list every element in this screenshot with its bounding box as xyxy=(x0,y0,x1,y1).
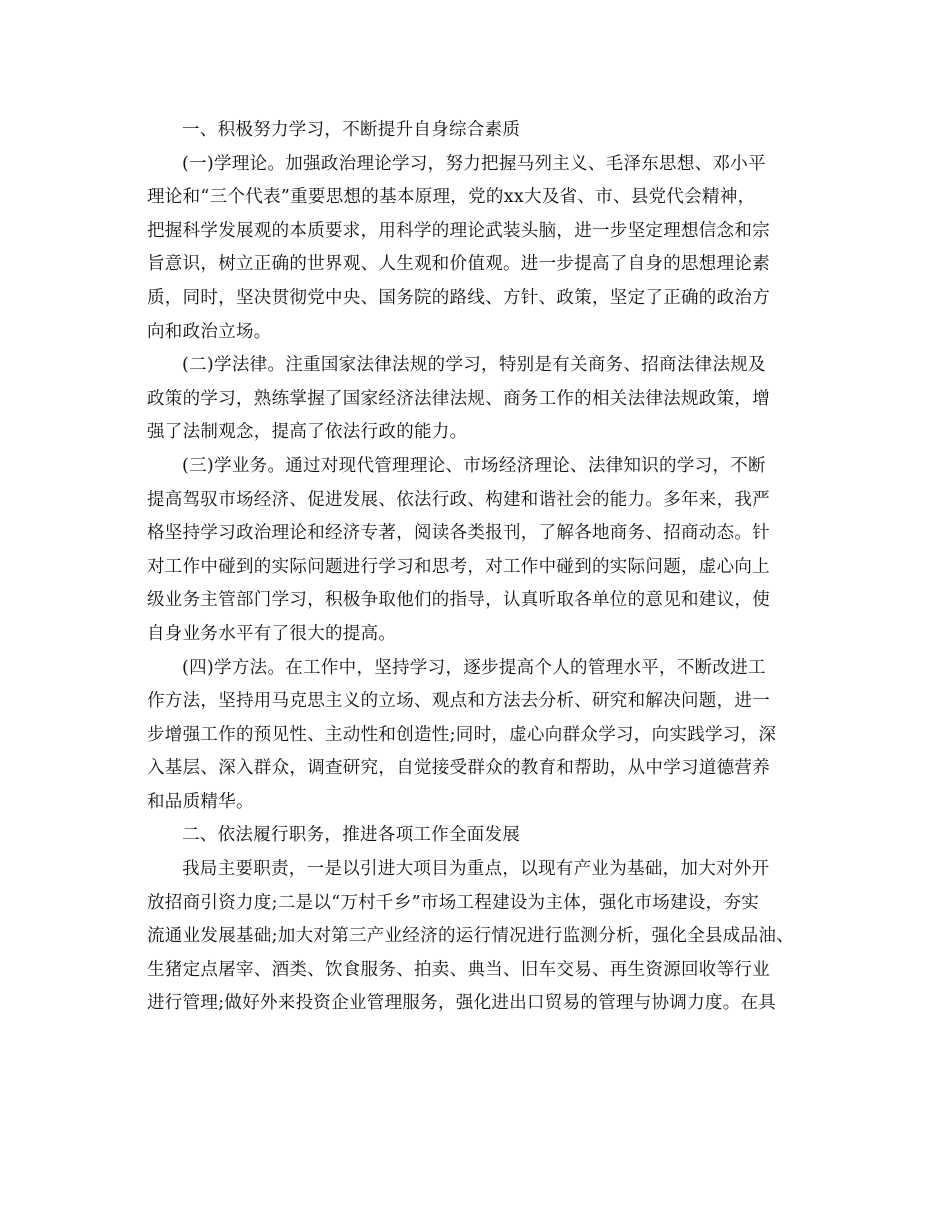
text-line: 我局主要职责，一是以引进大项目为重点，以现有产业为基础，加大对外开 xyxy=(182,859,770,880)
text-line: 向和政治立场。 xyxy=(147,321,272,342)
text-line: (三)学业务。通过对现代管理理论、市场经济理论、法律知识的学习，不断 xyxy=(182,455,766,476)
text-line: 把握科学发展观的本质要求，用科学的理论武装头脑，进一步坚定理想信念和宗 xyxy=(147,220,770,241)
text-line: 入基层、深入群众，调查研究，自觉接受群众的教育和帮助，从中学习道德营养 xyxy=(147,758,770,779)
text-line: 质，同时，坚决贯彻党中央、国务院的路线、方针、政策，坚定了正确的政治方 xyxy=(147,287,770,308)
text-line: 流通业发展基础;加大对第三产业经济的运行情况进行监测分析，强化全县成品油、 xyxy=(147,926,794,947)
text-line: 级业务主管部门学习，积极争取他们的指导，认真听取各单位的意见和建议，使 xyxy=(147,590,770,611)
text-line: 政策的学习，熟练掌握了国家经济法律法规、商务工作的相关法律法规政策，增 xyxy=(147,388,770,409)
text-line: 作方法，坚持用马克思主义的立场、观点和方法去分析、研究和解决问题，进一 xyxy=(147,691,770,712)
text-line: 二、依法履行职务，推进各项工作全面发展 xyxy=(182,825,521,846)
text-line: (一)学理论。加强政治理论学习，努力把握马列主义、毛泽东思想、邓小平 xyxy=(182,153,766,174)
text-line: 强了法制观念，提高了依法行政的能力。 xyxy=(147,422,468,443)
text-line: 格坚持学习政治理论和经济专著，阅读各类报刊，了解各地商务、招商动态。针 xyxy=(147,523,770,544)
text-line: 进行管理;做好外来投资企业管理服务，强化进出口贸易的管理与协调力度。在具 xyxy=(147,993,777,1014)
text-line: 对工作中碰到的实际问题进行学习和思考，对工作中碰到的实际问题，虚心向上 xyxy=(147,556,770,577)
text-line: 和品质精华。 xyxy=(147,791,254,812)
document-body xyxy=(147,114,807,1021)
text-line: 步增强工作的预见性、主动性和创造性;同时，虚心向群众学习，向实践学习，深 xyxy=(147,724,777,745)
text-line: (四)学方法。在工作中，坚持学习，逐步提高个人的管理水平，不断改进工 xyxy=(182,657,766,678)
text-line: 放招商引资力度;二是以“万村千乡”市场工程建设为主体，强化市场建设，夯实 xyxy=(147,892,760,913)
text-line: 自身业务水平有了很大的提高。 xyxy=(147,623,397,644)
text-line: 理论和“三个代表”重要思想的基本原理，党的xx大及省、市、县党代会精神， xyxy=(147,187,756,208)
text-line: 提高驾驭市场经济、促进发展、依法行政、构建和谐社会的能力。多年来，我严 xyxy=(147,489,770,510)
text-line: 一、积极努力学习，不断提升自身综合素质 xyxy=(182,120,521,140)
text-line: (二)学法律。注重国家法律法规的学习，特别是有关商务、招商法律法规及 xyxy=(182,355,766,376)
text-line: 生猪定点屠宰、酒类、饮食服务、拍卖、典当、旧车交易、再生资源回收等行业 xyxy=(147,959,770,980)
text-line: 旨意识，树立正确的世界观、人生观和价值观。进一步提高了自身的思想理论素 xyxy=(147,254,770,275)
